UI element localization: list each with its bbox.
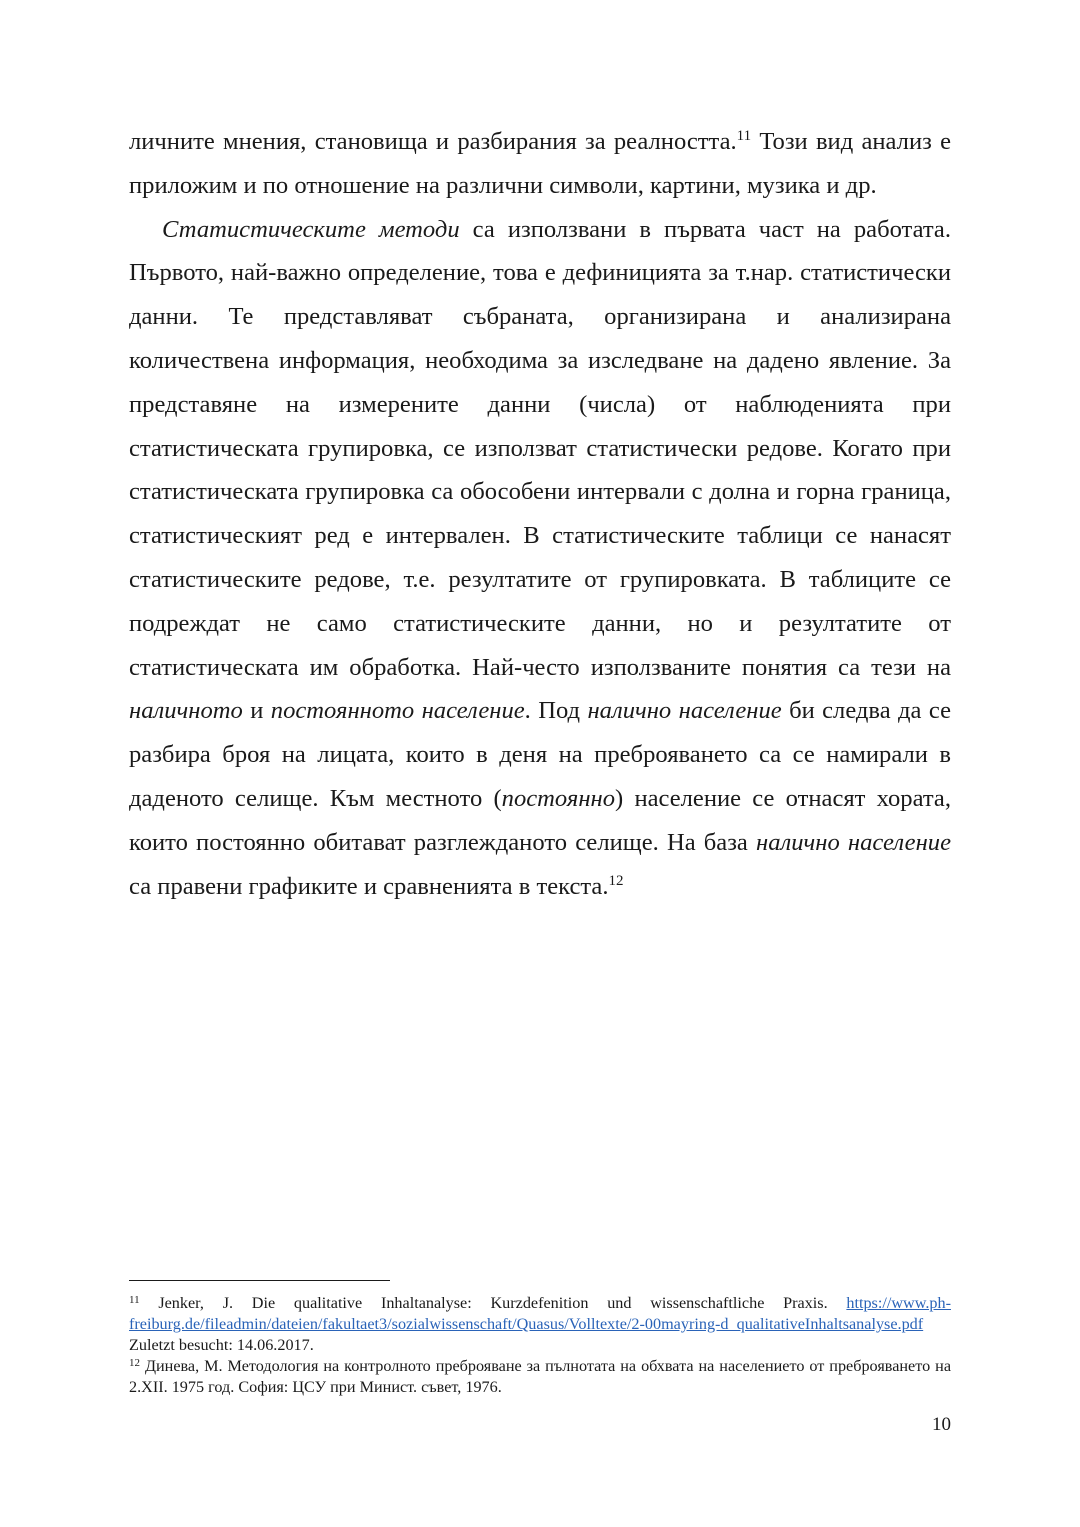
term-permanent: постоянно xyxy=(501,784,616,812)
footnote-11-text: Jenker, J. Die qualitative Inhaltanalyse: Kurzdefenition und wissenschaftliche Praxis. xyxy=(139,1294,847,1312)
term-statistical-methods: Статистическите методи xyxy=(162,215,460,243)
page-number: 10 xyxy=(932,1414,951,1435)
footnote-number: 11 xyxy=(129,1294,140,1306)
paragraph-2-text: ) население се отнасят хората, които постоянно обитават разглежданото селище. На база xyxy=(129,784,951,856)
footnote-11-visited: Zuletzt besucht: 14.06.2017. xyxy=(129,1336,314,1354)
footnote-12 xyxy=(129,1356,951,1398)
term-present-population: налично население xyxy=(587,697,782,725)
footnote-number: 12 xyxy=(129,1357,140,1369)
term-present: наличното xyxy=(129,697,243,725)
footnotes xyxy=(129,1293,951,1398)
footnote-separator xyxy=(129,1280,390,1281)
term-permanent-population: постоянното население xyxy=(270,697,525,725)
paragraph-2-text: . Под xyxy=(524,697,588,725)
footnote-11 xyxy=(129,1293,951,1356)
paragraph-2-text: са правени графиките и сравненията в текста. xyxy=(129,872,609,900)
term-present-population-2: налично население xyxy=(756,828,951,856)
paragraph-1 xyxy=(129,120,951,208)
paragraph-2-text: са използвани в първата част на работата. Първото, най-важно определение, това е дефиницията за т.нар. статистически данни. Те представляват събраната, организирана и анализирана количествена информация, необходима за изследване на дадено явление. За представяне на измерените данни (числа) от наблюденията при статистическата групировка, се използват статистически редове. Когато при статистическата групировка са обособени интервали с долна и горна граница, статистическият ред е интервален. В статистическите таблици се нанасят статистическите редове, т.е. резултатите от групировката. В таблиците се подреждат не само статистическите данни, но и резултатите от статистическата им обработка. Най-често използваните понятия са тези на xyxy=(129,215,951,681)
footnote-12-text: Динева, М. Методология на контролното преброяване за пълнотата на обхвата на населението от преброяването на 2.XII. 1975 год. София: ЦСУ при Минист. съвет, 1976. xyxy=(129,1357,951,1396)
footnote-ref-12[interactable]: 12 xyxy=(608,872,624,889)
paragraph-2-text: би следва да се разбира броя на лицата, които в деня на преброяването са се намирали в даденото селище. Към местното ( xyxy=(129,697,951,812)
paragraph-2-text: и xyxy=(242,697,271,725)
footnote-11-link[interactable]: https://www.ph-freiburg.de/fileadmin/dateien/fakultaet3/sozialwissenschaft/Quasus/Volltexte/2-00mayring-d_qualitativeInhaltsanalyse.pdf xyxy=(129,1294,951,1333)
main-text xyxy=(129,120,951,908)
paragraph-2 xyxy=(129,208,951,909)
paragraph-1-text-b: Този вид анализ е приложим и по отношение на различни символи, картини, музика и др. xyxy=(129,128,951,199)
paragraph-1-text-a: личните мнения, становища и разбирания за реалността. xyxy=(129,128,737,155)
footnote-ref-11[interactable]: 11 xyxy=(736,128,752,144)
